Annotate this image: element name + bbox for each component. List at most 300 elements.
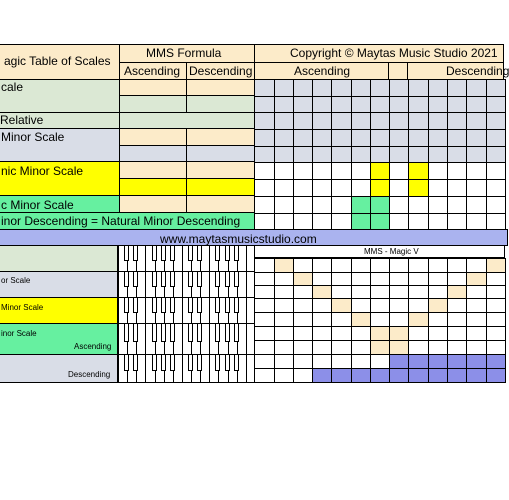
grid-cell-2-11	[466, 112, 487, 130]
grid-cell-4-4	[331, 146, 352, 163]
magic-v-cell-3-5	[351, 298, 371, 313]
magic-v-cell-3-6	[370, 298, 390, 313]
magic-v-cell-4-0	[254, 312, 275, 327]
magic-v-cell-7-8	[408, 354, 429, 369]
piano-black-key	[225, 323, 230, 342]
grid-cell-0-7	[389, 79, 409, 97]
magic-v-cell-0-3	[312, 258, 332, 273]
grid-cell-5-2	[293, 162, 313, 180]
piano-black-key	[152, 354, 157, 371]
piano-black-key	[152, 323, 157, 342]
copyright-text: Copyright © Maytas Music Studio 2021	[290, 46, 498, 60]
grid-cell-1-8	[408, 96, 429, 113]
piano-black-key	[161, 297, 166, 313]
formula-asc-cell-5	[119, 161, 187, 179]
magic-v-cell-0-5	[351, 258, 371, 273]
grid-cell-3-7	[389, 129, 409, 147]
piano-black-key	[197, 354, 202, 371]
magic-v-cell-1-5	[351, 272, 371, 286]
lower-label-descending: Descending	[68, 370, 111, 379]
piano-black-key	[161, 354, 166, 371]
magic-v-cell-1-0	[254, 272, 275, 286]
magic-v-cell-6-11	[466, 340, 487, 355]
piano-black-key	[152, 271, 157, 287]
magic-v-cell-2-8	[408, 285, 429, 299]
magic-v-cell-4-3	[312, 312, 332, 327]
grid-cell-7-0	[254, 196, 275, 214]
magic-v-cell-5-12	[486, 326, 506, 341]
magic-v-cell-8-0	[254, 368, 275, 383]
piano-black-key	[161, 245, 166, 261]
piano-white-key-divider	[209, 271, 210, 298]
grid-cell-4-5	[351, 146, 371, 163]
lower-label-ascending: Ascending	[74, 342, 112, 351]
magic-v-cell-5-4	[331, 326, 352, 341]
piano-white-key-divider	[145, 297, 146, 324]
magic-v-cell-3-4	[331, 298, 352, 313]
grid-cell-3-5	[351, 129, 371, 147]
magic-v-cell-3-0	[254, 298, 275, 313]
piano-black-key	[133, 297, 138, 313]
grid-cell-5-6	[370, 162, 390, 180]
grid-ascending-header: Ascending	[294, 64, 351, 78]
magic-v-cell-7-0	[254, 354, 275, 369]
magic-v-cell-7-5	[351, 354, 371, 369]
grid-cell-0-6	[370, 79, 390, 97]
formula-desc-cell-1	[186, 95, 255, 113]
magic-v-cell-1-1	[274, 272, 294, 286]
grid-cell-6-5	[351, 179, 371, 197]
magic-v-cell-5-2	[293, 326, 313, 341]
grid-cell-3-6	[370, 129, 390, 147]
grid-cell-3-10	[447, 129, 467, 147]
magic-v-cell-0-7	[389, 258, 409, 273]
formula-desc-cell-5	[186, 161, 255, 179]
grid-cell-4-7	[389, 146, 409, 163]
grid-cell-6-11	[466, 179, 487, 197]
grid-cell-6-7	[389, 179, 409, 197]
magic-v-cell-3-10	[447, 298, 467, 313]
magic-v-cell-8-1	[274, 368, 294, 383]
website-link[interactable]: www.maytasmusicstudio.com	[160, 232, 317, 246]
piano-black-key	[215, 271, 220, 287]
magic-v-cell-5-1	[274, 326, 294, 341]
piano-white-key-divider	[209, 354, 210, 383]
magic-v-cell-7-6	[370, 354, 390, 369]
piano-black-key	[133, 354, 138, 371]
row-label-relative: Relative	[0, 113, 44, 127]
grid-cell-3-0	[254, 129, 275, 147]
piano-black-key	[188, 354, 193, 371]
grid-cell-1-5	[351, 96, 371, 113]
magic-v-cell-0-11	[466, 258, 487, 273]
magic-v-cell-1-10	[447, 272, 467, 286]
magic-v-cell-6-2	[293, 340, 313, 355]
formula-asc-cell-0	[119, 79, 187, 96]
grid-cell-2-8	[408, 112, 429, 130]
magic-v-cell-4-11	[466, 312, 487, 327]
grid-cell-1-7	[389, 96, 409, 113]
magic-v-cell-6-5	[351, 340, 371, 355]
formula-desc-cell-6	[186, 178, 255, 196]
magic-v-cell-7-2	[293, 354, 313, 369]
grid-gap-cell	[388, 62, 408, 80]
formula-asc-cell-3	[119, 128, 187, 146]
magic-v-cell-3-1	[274, 298, 294, 313]
grid-cell-6-12	[486, 179, 506, 197]
grid-cell-5-1	[274, 162, 294, 180]
magic-v-cell-7-1	[274, 354, 294, 369]
piano-black-key	[215, 354, 220, 371]
magic-v-title: MMS - Magic V	[364, 247, 419, 256]
piano-black-key	[133, 323, 138, 342]
magic-v-cell-6-7	[389, 340, 409, 355]
piano-white-key-divider	[182, 297, 183, 324]
grid-cell-4-8	[408, 146, 429, 163]
magic-v-cell-8-10	[447, 368, 467, 383]
magic-v-cell-4-9	[428, 312, 448, 327]
piano-white-key-divider	[246, 245, 247, 272]
grid-cell-5-10	[447, 162, 467, 180]
piano-black-key	[170, 297, 175, 313]
magic-v-cell-4-12	[486, 312, 506, 327]
piano-black-key	[124, 245, 129, 261]
magic-v-cell-0-10	[447, 258, 467, 273]
grid-cell-1-6	[370, 96, 390, 113]
piano-black-key	[234, 323, 239, 342]
piano-black-key	[197, 271, 202, 287]
magic-v-cell-4-5	[351, 312, 371, 327]
piano-white-key-divider	[182, 271, 183, 298]
magic-v-cell-1-12	[486, 272, 506, 286]
grid-cell-2-6	[370, 112, 390, 130]
magic-v-cell-8-5	[351, 368, 371, 383]
piano-black-key	[197, 245, 202, 261]
piano-black-key	[197, 297, 202, 313]
grid-cell-4-11	[466, 146, 487, 163]
magic-v-cell-0-9	[428, 258, 448, 273]
piano-black-key	[170, 271, 175, 287]
row-label-harmonic-minor: nic Minor Scale	[1, 164, 84, 178]
grid-cell-2-4	[331, 112, 352, 130]
magic-v-cell-0-6	[370, 258, 390, 273]
magic-v-cell-3-11	[466, 298, 487, 313]
grid-cell-4-12	[486, 146, 506, 163]
magic-v-cell-8-7	[389, 368, 409, 383]
grid-cell-7-1	[274, 196, 294, 214]
magic-v-cell-6-12	[486, 340, 506, 355]
magic-v-cell-5-5	[351, 326, 371, 341]
piano-black-key	[234, 245, 239, 261]
grid-cell-5-7	[389, 162, 409, 180]
grid-descending-header: Descending	[446, 64, 509, 78]
grid-cell-5-4	[331, 162, 352, 180]
magic-v-cell-1-11	[466, 272, 487, 286]
relative-span-cell	[119, 112, 255, 129]
magic-v-cell-2-10	[447, 285, 467, 299]
piano-black-key	[124, 271, 129, 287]
magic-v-cell-6-8	[408, 340, 429, 355]
grid-cell-3-3	[312, 129, 332, 147]
piano-black-key	[170, 245, 175, 261]
magic-v-cell-2-3	[312, 285, 332, 299]
grid-cell-7-8	[408, 196, 429, 214]
piano-white-key-divider	[145, 323, 146, 355]
magic-v-cell-2-4	[331, 285, 352, 299]
lower-row-scale	[0, 245, 118, 272]
piano-black-key	[234, 271, 239, 287]
magic-v-cell-8-6	[370, 368, 390, 383]
magic-v-cell-7-9	[428, 354, 448, 369]
magic-v-cell-7-11	[466, 354, 487, 369]
grid-cell-7-2	[293, 196, 313, 214]
grid-cell-5-8	[408, 162, 429, 180]
magic-v-cell-2-12	[486, 285, 506, 299]
magic-v-cell-2-2	[293, 285, 313, 299]
grid-cell-0-3	[312, 79, 332, 97]
piano-black-key	[124, 323, 129, 342]
grid-cell-7-10	[447, 196, 467, 214]
magic-v-cell-5-3	[312, 326, 332, 341]
grid-cell-3-12	[486, 129, 506, 147]
grid-cell-3-1	[274, 129, 294, 147]
piano-black-key	[225, 245, 230, 261]
grid-cell-6-2	[293, 179, 313, 197]
magic-v-cell-2-5	[351, 285, 371, 299]
magic-v-cell-3-7	[389, 298, 409, 313]
magic-v-cell-2-7	[389, 285, 409, 299]
grid-cell-5-12	[486, 162, 506, 180]
piano-white-key-divider	[246, 297, 247, 324]
grid-cell-6-4	[331, 179, 352, 197]
grid-cell-5-5	[351, 162, 371, 180]
magic-v-cell-3-12	[486, 298, 506, 313]
piano-black-key	[215, 245, 220, 261]
piano-black-key	[234, 354, 239, 371]
grid-cell-7-7	[389, 196, 409, 214]
grid-cell-1-11	[466, 96, 487, 113]
magic-v-cell-8-4	[331, 368, 352, 383]
piano-white-key-divider	[209, 245, 210, 272]
magic-v-cell-6-10	[447, 340, 467, 355]
grid-cell-1-9	[428, 96, 448, 113]
magic-v-cell-0-2	[293, 258, 313, 273]
piano-black-key	[215, 297, 220, 313]
piano-black-key	[215, 323, 220, 342]
grid-cell-7-5	[351, 196, 371, 214]
grid-cell-6-10	[447, 179, 467, 197]
grid-cell-5-0	[254, 162, 275, 180]
formula-desc-cell-3	[186, 128, 255, 146]
grid-cell-2-5	[351, 112, 371, 130]
grid-cell-7-9	[428, 196, 448, 214]
magic-v-cell-2-1	[274, 285, 294, 299]
grid-cell-2-0	[254, 112, 275, 130]
grid-cell-0-11	[466, 79, 487, 97]
magic-v-cell-2-0	[254, 285, 275, 299]
piano-black-key	[188, 271, 193, 287]
magic-v-cell-4-1	[274, 312, 294, 327]
magic-v-cell-8-8	[408, 368, 429, 383]
formula-ascending-header: Ascending	[124, 64, 181, 78]
magic-v-cell-3-3	[312, 298, 332, 313]
piano-white-key-divider	[246, 354, 247, 383]
magic-v-cell-4-4	[331, 312, 352, 327]
grid-cell-1-1	[274, 96, 294, 113]
grid-cell-2-2	[293, 112, 313, 130]
magic-v-cell-4-8	[408, 312, 429, 327]
magic-v-cell-4-7	[389, 312, 409, 327]
piano-black-key	[188, 245, 193, 261]
magic-v-cell-7-3	[312, 354, 332, 369]
grid-cell-0-4	[331, 79, 352, 97]
grid-cell-3-2	[293, 129, 313, 147]
piano-white-key-divider	[182, 245, 183, 272]
magic-v-cell-1-6	[370, 272, 390, 286]
magic-v-cell-0-4	[331, 258, 352, 273]
formula-title: MMS Formula	[146, 46, 222, 60]
piano-black-key	[170, 323, 175, 342]
grid-cell-7-4	[331, 196, 352, 214]
formula-desc-cell-4	[186, 145, 255, 162]
magic-v-cell-8-11	[466, 368, 487, 383]
piano-black-key	[124, 297, 129, 313]
grid-cell-0-9	[428, 79, 448, 97]
magic-v-cell-7-12	[486, 354, 506, 369]
grid-cell-3-8	[408, 129, 429, 147]
magic-v-cell-5-10	[447, 326, 467, 341]
grid-cell-0-10	[447, 79, 467, 97]
grid-cell-2-12	[486, 112, 506, 130]
magic-v-cell-1-4	[331, 272, 352, 286]
piano-white-key-divider	[182, 354, 183, 383]
formula-asc-cell-7	[119, 195, 187, 213]
piano-black-key	[188, 323, 193, 342]
grid-cell-0-5	[351, 79, 371, 97]
grid-cell-0-8	[408, 79, 429, 97]
grid-cell-6-3	[312, 179, 332, 197]
row-label-melodic-descending: inor Descending = Natural Minor Descending	[1, 214, 241, 228]
grid-cell-2-10	[447, 112, 467, 130]
grid-cell-7-6	[370, 196, 390, 214]
piano-white-key-divider	[182, 323, 183, 355]
magic-v-cell-7-7	[389, 354, 409, 369]
piano-black-key	[161, 271, 166, 287]
magic-v-cell-0-0	[254, 258, 275, 273]
piano-black-key	[234, 297, 239, 313]
magic-v-cell-8-9	[428, 368, 448, 383]
grid-cell-3-11	[466, 129, 487, 147]
magic-v-cell-1-9	[428, 272, 448, 286]
piano-white-key-divider	[209, 323, 210, 355]
magic-v-cell-8-3	[312, 368, 332, 383]
piano-black-key	[188, 297, 193, 313]
piano-black-key	[197, 323, 202, 342]
grid-cell-6-8	[408, 179, 429, 197]
formula-asc-cell-6	[119, 178, 187, 196]
magic-v-cell-5-7	[389, 326, 409, 341]
magic-v-cell-1-2	[293, 272, 313, 286]
piano-black-key	[152, 297, 157, 313]
grid-cell-2-3	[312, 112, 332, 130]
lower-label-melodic-minor: inor Scale	[1, 329, 37, 338]
grid-cell-6-0	[254, 179, 275, 197]
magic-v-cell-1-8	[408, 272, 429, 286]
magic-v-cell-0-1	[274, 258, 294, 273]
magic-v-cell-1-3	[312, 272, 332, 286]
magic-v-cell-3-9	[428, 298, 448, 313]
piano-white-key-divider	[246, 323, 247, 355]
piano-white-key-divider	[145, 354, 146, 383]
piano-black-key	[225, 271, 230, 287]
lower-label-harmonic-minor: Minor Scale	[1, 303, 44, 312]
grid-cell-6-6	[370, 179, 390, 197]
grid-cell-5-3	[312, 162, 332, 180]
grid-cell-4-0	[254, 146, 275, 163]
magic-v-cell-1-7	[389, 272, 409, 286]
piano-black-key	[170, 354, 175, 371]
magic-v-cell-0-8	[408, 258, 429, 273]
grid-cell-5-9	[428, 162, 448, 180]
grid-cell-4-6	[370, 146, 390, 163]
grid-cell-1-2	[293, 96, 313, 113]
magic-v-cell-4-6	[370, 312, 390, 327]
grid-cell-1-4	[331, 96, 352, 113]
grid-cell-7-11	[466, 196, 487, 214]
magic-v-cell-7-4	[331, 354, 352, 369]
piano-black-key	[161, 323, 166, 342]
piano-black-key	[152, 245, 157, 261]
grid-cell-2-9	[428, 112, 448, 130]
piano-black-key	[124, 354, 129, 371]
magic-v-cell-3-2	[293, 298, 313, 313]
grid-cell-1-3	[312, 96, 332, 113]
piano-black-key	[225, 297, 230, 313]
formula-asc-cell-4	[119, 145, 187, 162]
magic-v-cell-6-3	[312, 340, 332, 355]
magic-v-cell-2-9	[428, 285, 448, 299]
grid-cell-0-12	[486, 79, 506, 97]
piano-black-key	[133, 271, 138, 287]
magic-v-cell-8-12	[486, 368, 506, 383]
magic-v-cell-0-12	[486, 258, 506, 273]
formula-desc-cell-0	[186, 79, 255, 96]
magic-v-cell-6-1	[274, 340, 294, 355]
magic-v-cell-2-6	[370, 285, 390, 299]
grid-cell-6-9	[428, 179, 448, 197]
lower-label-natural-minor: or Scale	[1, 276, 31, 285]
magic-v-cell-7-10	[447, 354, 467, 369]
row-label-natural-minor: Minor Scale	[1, 130, 65, 144]
table-title: agic Table of Scales	[4, 54, 111, 68]
grid-cell-1-10	[447, 96, 467, 113]
grid-cell-1-12	[486, 96, 506, 113]
grid-cell-2-7	[389, 112, 409, 130]
grid-cell-0-1	[274, 79, 294, 97]
magic-v-cell-6-0	[254, 340, 275, 355]
magic-v-cell-5-8	[408, 326, 429, 341]
magic-v-cell-5-6	[370, 326, 390, 341]
magic-v-cell-6-6	[370, 340, 390, 355]
piano-black-key	[133, 245, 138, 261]
grid-cell-4-9	[428, 146, 448, 163]
magic-v-cell-5-11	[466, 326, 487, 341]
magic-v-cell-8-2	[293, 368, 313, 383]
piano-white-key-divider	[246, 271, 247, 298]
formula-descending-header: Descending	[189, 64, 253, 78]
grid-cell-4-10	[447, 146, 467, 163]
formula-asc-cell-1	[119, 95, 187, 113]
